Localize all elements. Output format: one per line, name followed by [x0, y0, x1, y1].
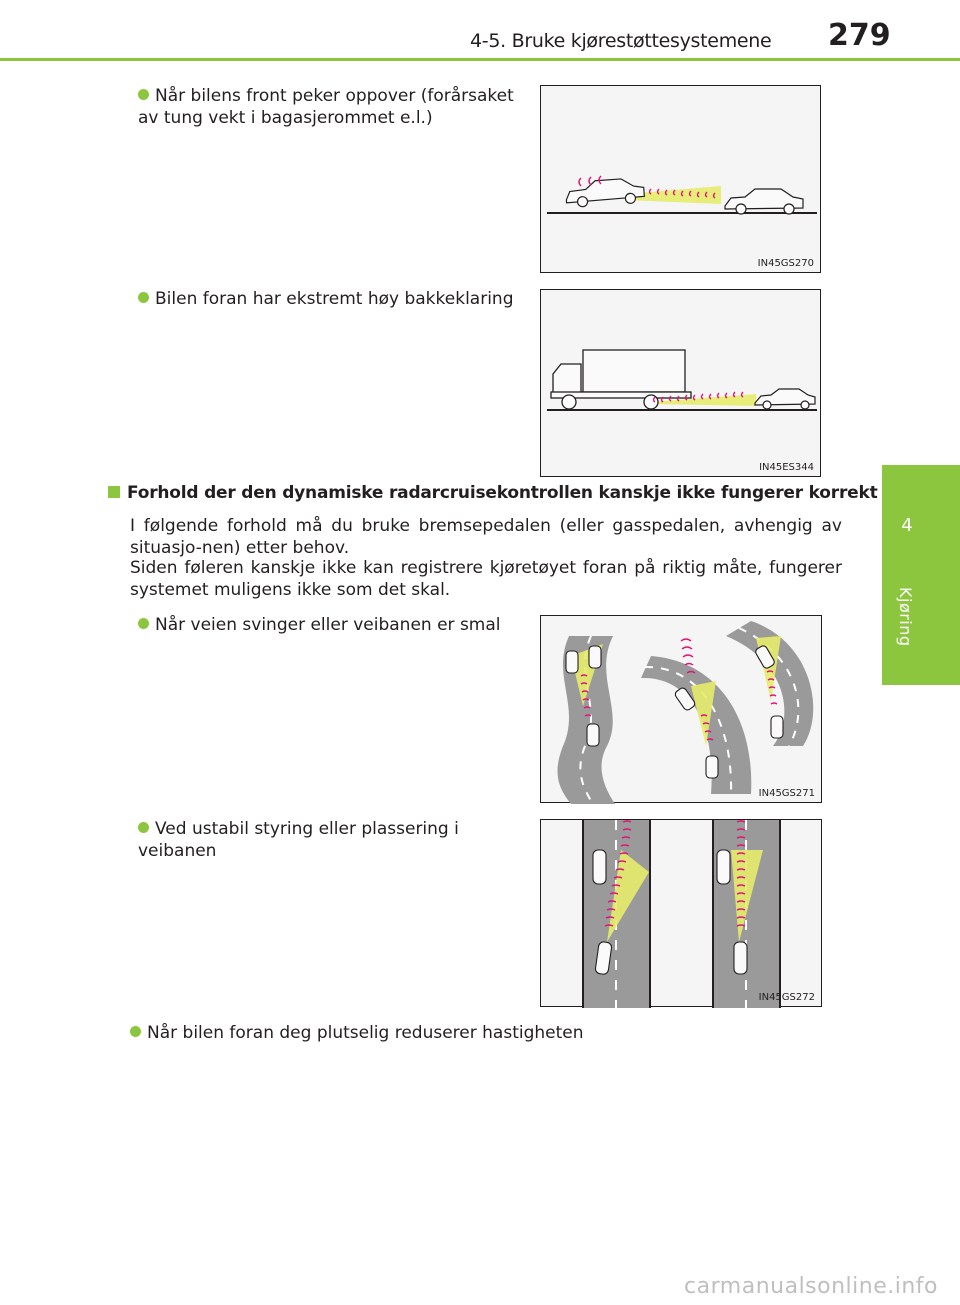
- figure-code: IN45GS272: [758, 992, 815, 1003]
- bullet-front-pointing-up: [138, 85, 528, 129]
- section-heading-text: Forhold der den dynamiske radarcruisekontrollen kanskje ikke fungerer korrekt: [127, 483, 878, 503]
- figure-code: IN45GS270: [757, 258, 814, 269]
- bullet-text: Ved ustabil styring eller plassering i veibanen: [138, 819, 459, 861]
- bullet-dot-icon: [138, 292, 149, 303]
- bullet-curved-road: [138, 614, 528, 636]
- bullet-dot-icon: [138, 618, 149, 629]
- bullet-text: Når bilens front peker oppover (forårsaket av tung vekt i bagasjerommet e.l.): [138, 86, 514, 128]
- bullet-dot-icon: [130, 1026, 141, 1037]
- heading-square-icon: [108, 486, 120, 498]
- figure-code: IN45ES344: [759, 462, 814, 473]
- bullet-dot-icon: [138, 89, 149, 100]
- bullet-text: Bilen foran har ekstremt høy bakkeklaring: [155, 289, 514, 309]
- bullet-dot-icon: [138, 822, 149, 833]
- header-rule: [0, 58, 960, 61]
- figure-truck-ahead: [540, 289, 821, 477]
- bullet-sudden-deceleration: [130, 1022, 830, 1044]
- page-number: 279: [828, 18, 891, 53]
- figure-front-raised-illustration: [541, 86, 822, 274]
- paragraph-2: Siden føleren kanskje ikke kan registrere kjøretøyet foran på riktig måte, fungerer systemet muligens ikke som det skal.: [130, 558, 842, 600]
- bullet-unstable-steering: [138, 818, 528, 862]
- figure-lane-position: [540, 819, 822, 1007]
- section-title: 4-5. Bruke kjørestøttesystemene: [470, 30, 772, 52]
- chapter-number: 4: [901, 515, 913, 536]
- bullet-text: Når bilen foran deg plutselig reduserer hastigheten: [147, 1023, 584, 1043]
- figure-curved-roads-illustration: [541, 616, 823, 804]
- section-heading: [108, 483, 878, 503]
- bullet-text: Når veien svinger eller veibanen er smal: [155, 615, 501, 635]
- bullet-high-ground-clearance: [138, 288, 528, 310]
- chapter-tab[interactable]: [882, 465, 960, 685]
- paragraph-1: I følgende forhold må du bruke bremsepedalen (eller gasspedalen, avhengig av situasjo-nen) etter behov.: [130, 516, 842, 558]
- chapter-label: Kjøring: [896, 587, 915, 647]
- figure-curved-roads: [540, 615, 822, 803]
- figure-code: IN45GS271: [758, 788, 815, 799]
- figure-front-raised: [540, 85, 821, 273]
- watermark: carmanualsonline.info: [684, 1274, 938, 1299]
- figure-lane-position-illustration: [541, 820, 823, 1008]
- figure-truck-ahead-illustration: [541, 290, 822, 478]
